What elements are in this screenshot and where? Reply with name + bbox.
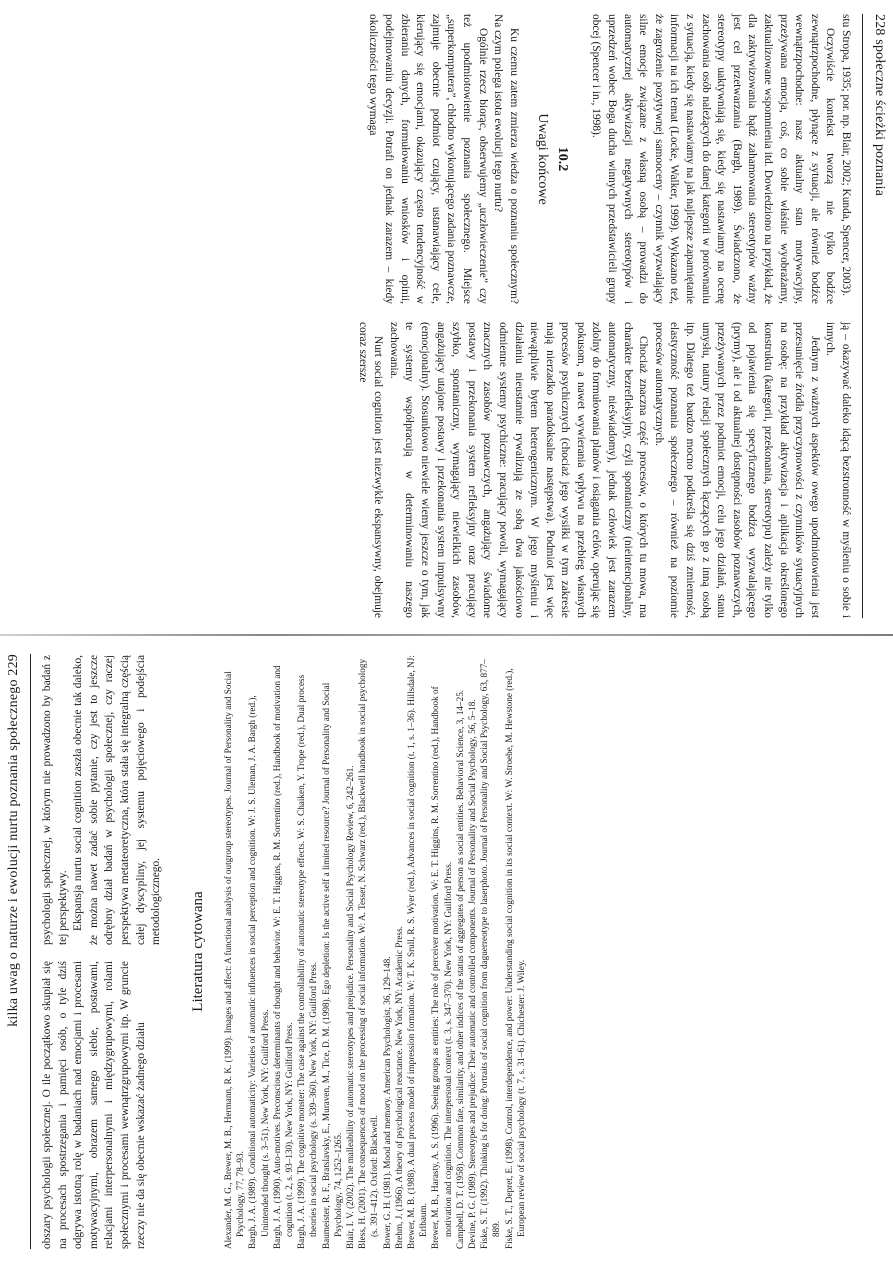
paragraph: Chociaż znaczna część procesów, o których tu mowa, ma charakter bezrefleksyjny, czyli spontaniczny (nieintencjonalny, automatyczny, nieświadomy), jednak człowiek jest zarazem zdolny do formułowania planów i osiągania celów, operując się pokusom, a nawet wywierania wpływu na przebieg własnych procesów psychicznych (chociaż jego wysiłki w tym zakresie mają nierzadko paradoksalne następstwa). Podmiot jest więc niewątpliwie bytem heterogenicznym. W jego myśleniu i działaniu nieustannie rywalizują ze sobą dwa jakościowo odmienne systemy psychiczne: pracujący powoli, wymagający znacznych zasobów poznawczych, angażujący świadome postawy i przekonania system refleksyjny oraz pracujący szybko, spontaniczny, wymagający niewielkich zasobów, angażujący utajone postawy i przekonania system impulsywny (emocjonalny). Stosunkowo niewiele wiemy jeszcze o tym, jak te systemy współpracują w determinowaniu naszego zachowania. [387, 322, 650, 618]
scan-edge-line [0, 634, 893, 636]
paragraph: ją – okazywać daleko idącą bezstronność w myśleniu o sobie i innych. [824, 322, 852, 618]
reference-item: Blair, I. V. (2002). The malleability of automatic stereotypes and prejudice. Personality and Social Psychology Review, 6, 242–261. [345, 765, 356, 1249]
paragraph: Ku czemu zatem zmierza wiedza o poznaniu społecznym? Na czym polega istota ewolucji tego nurtu? [492, 14, 520, 304]
right-column [354, 322, 853, 618]
reference-item: Baumeister, R. F., Bratslavsky, E., Muraven, M., Tice, D. M. (1998). Ego depletion: Is the active self a limited resource? Journal of Personality and Social Psychology, 74, 1252–1265. [320, 682, 343, 1249]
references-list [222, 655, 527, 1249]
reference-item: Fiske, S. T., Depret, E. (1998). Control, interdependence, and power: Understanding social cognition in its social context. W: W. Stroebe, M. Hewstone (red.), European review of social psychology (t. 7, s. 31–61). Chichester: J. Wiley. [503, 668, 526, 1249]
page-header: 228 społeczne ścieżki poznania [872, 14, 887, 197]
reference-item: Bower, G. H. (1981). Mood and memory. American Psychologist, 36, 129–148. [381, 956, 392, 1249]
paragraph: Oczywiście kontekst tworzą nie tylko bodźce zewnątrzpochodne, płynące z sytuacji, ale również bodźce wewnątrzpochodne: nasz aktualny stan motywacyjny, przeżywana emocja, coś, co sobie właśnie wyobrażamy, zaktualizowane wspomnienia itd. Dowiedziono na przykład, że dla zaktywizowania bądź zahamowania stereotypów ważny jest cel przetwarzania (Bargh, 1989). Świadczono, że stereotypy uaktywniają się, kiedy się nastawiamy na ocenę zachowania osób należących do danej kategorii w porównaniu z sytuacją, kiedy się nastawiamy na jak najlepsze zapamiętanie informacji na ich temat (Locke, Walker, 1999). Wykazano też, że zagrożenie pozytywnej samooceny – czynnik wyzwalający silne emocje związane z własną osobą – prowadzi do automatycznej aktywizacji negatywnych stereotypów i uprzedzeń wobec Boga ducha winnych przedstawicieli grupy obcej (Spencer i in., 1998). [590, 14, 837, 304]
paragraph: Ogólnie rzecz biorąc, obserwujemy „uczłowieczenie” czy też upodmiotowienie poznania społecznego. Miejsce „superkomputera”, chłodno wykonującego zadania poznawcze, zajmuje obecnie podmiot czujący, ustanawiający cele, kierujący się emocjami, okazujący często tendencyjność w zbieraniu danych, formułowaniu wniosków i opinii, podejmowaniu decyzji. Potrafi on jednak zarazem – kiedy okoliczności tego wymaga [367, 14, 489, 304]
paragraph: Ekspansja nurtu social cognition zaszła obecnie tak daleko, że można nawet zadać sobie pytanie, czy jest to jeszcze odrębny dział badań w psychologii społecznej, czy raczej perspektywa metateoretyczna, która stała się integralną częścią całej dyscypliny, jej systemu pojęciowego i podejścia metodologicznego. [72, 655, 163, 945]
paragraph: Jednym z ważnych aspektów owego upodmiotowienia jest przesunięcie źródła przyczynowości z czynników sytuacyjnych na osobę: na przykład aktywizacja i aplikacja określonego konstruktu (kategorii, przekonania, stereotypu) zależy nie tylko od pojawienia się specyficznego bodźca wyzwalającego (prymy), ale i od aktualnej dostępności zasobów poznawczych, przeżywanych przez podmiot emocji, celu jego działań, stanu umysłu, natury relacji społecznych łączących go z inną osobą itp. Dlatego też bardzo mocno podkreśla się dziś zmienność, elastyczność poznania społecznego – również na poziomie procesów automatycznych. [652, 322, 821, 618]
reference-item: Fiske, S. T. (1992). Thinking is for doing: Portraits of social cognition from daguerreotype to laserphoto. Journal of Personality and Social Psychology, 63, 877–889. [479, 659, 502, 1249]
paragraph: stu Stropa, 1935; por. np. Blair, 2002; Kunda, Spencer, 2003). [840, 14, 852, 296]
reference-item: Brewer, M. B., Harasty, A. S. (1996). Seeing groups as entities: The role of perceiver motivation. W: E. T. Higgins, R. M. Sorrentino (red.), Handbook of motivation and cognition. The interpersonal context (t. 3, s. 347–370). New York, NY: Guilford Press. [430, 686, 453, 1249]
section-number: 10.2 [554, 146, 570, 172]
reference-item: Bargh, J. A. (1989). Conditional automaticity: Varieties of automatic influences in social perception and cognition. W: J. S. Uleman, J. A. Bargh (red.), Unintended thought (s. 3–51). New York, NY: Guilford Press. [247, 695, 270, 1249]
page-229-content [0, 640, 893, 1263]
reference-item: Bargh, J. A. (1999). The cognitive monster: The case against the controllability of automatic stereotype effects. W: S. Chaiken, Y. Trope (red.), Dual process theories in social psychology (s. 339–360). New York, NY: Guilford Press. [296, 674, 319, 1249]
header-rule [30, 654, 31, 1249]
section-title: Uwagi końcowe [535, 113, 551, 205]
page-229 [0, 640, 893, 1263]
reference-item: Bargh, J. A. (1990). Auto-motives. Preconscious determinants of thought and behavior. W: E. T. Higgins, R. M. Sorrentino (red.), Handbook of motivation and cognition (t. 2, s. 93–130). New York, NY: Guilford Press. [271, 665, 295, 1249]
paragraph: psychologii społecznej, w którym nie prowadzono by badań z tej perspektywy. [41, 655, 69, 945]
page-header: kilka uwag o naturze i ewolucji nurtu poznania społecznego 229 [6, 654, 21, 1027]
reference-item: Devine, P. G. (1989). Stereotypes and prejudice: Their automatic and controlled components. Journal of Personality and Social Psychology, 56, 5–18. [467, 699, 478, 1249]
paragraph: Nurt social cognition jest niezwykle ekspansywny, obejmuje coraz szersze [356, 322, 385, 618]
left-column [40, 961, 149, 1249]
references-title: Literatura cytowana [190, 891, 206, 1012]
reference-item: Brewer, M. B. (1988). A dual process model of impression formation. W: T. K. Srull, R. S. Wyer (red.), Advances in social cognition (t. 1, s. 1–36). Hillsdale, NJ: Erlbaum. [406, 655, 429, 1249]
reference-item: Alexander, M. G., Brewer, M. B., Hermann, R. K. (1999). Images and affect: A functional analysis of outgroup stereotypes. Journal of Personality and Social Psychology, 77, 78–93. [223, 671, 246, 1249]
right-column [40, 655, 165, 945]
reference-item: Brehm, J. (1966). A theory of psychological reactance. New York, NY: Academic Press. [393, 926, 404, 1249]
header-rule [862, 14, 863, 618]
reference-item: Campbell, D. T. (1958). Common fate, similarity, and other indices of the status of aggregates of person as social entities. Behavioral Science, 3, 14–25. [454, 689, 465, 1249]
reference-item: Bless, H. (2001). The consequences of mood on the processing of social information. W: A. Tesser, N. Schwarz (red.), Blackwell handbook in social psychology (s. 391–412). Oxford: Blackwell. [357, 658, 380, 1249]
left-column [365, 14, 853, 304]
paragraph: obszary psychologii społecznej. O ile początkowo skupiał się na procesach spostrzegania i pamięci osób, o tyle dziś odgrywa istotną rolę w badaniach nad emocjami i procesami motywacyjnymi, obrazem samego siebie, postawami, relacjami interpersonalnymi i międzygrupowymi, rolami społecznymi i procesami wewnątrzgrupowymi itp. W gruncie rzeczy nie da się obecnie wskazać żadnego działu [41, 961, 147, 1249]
